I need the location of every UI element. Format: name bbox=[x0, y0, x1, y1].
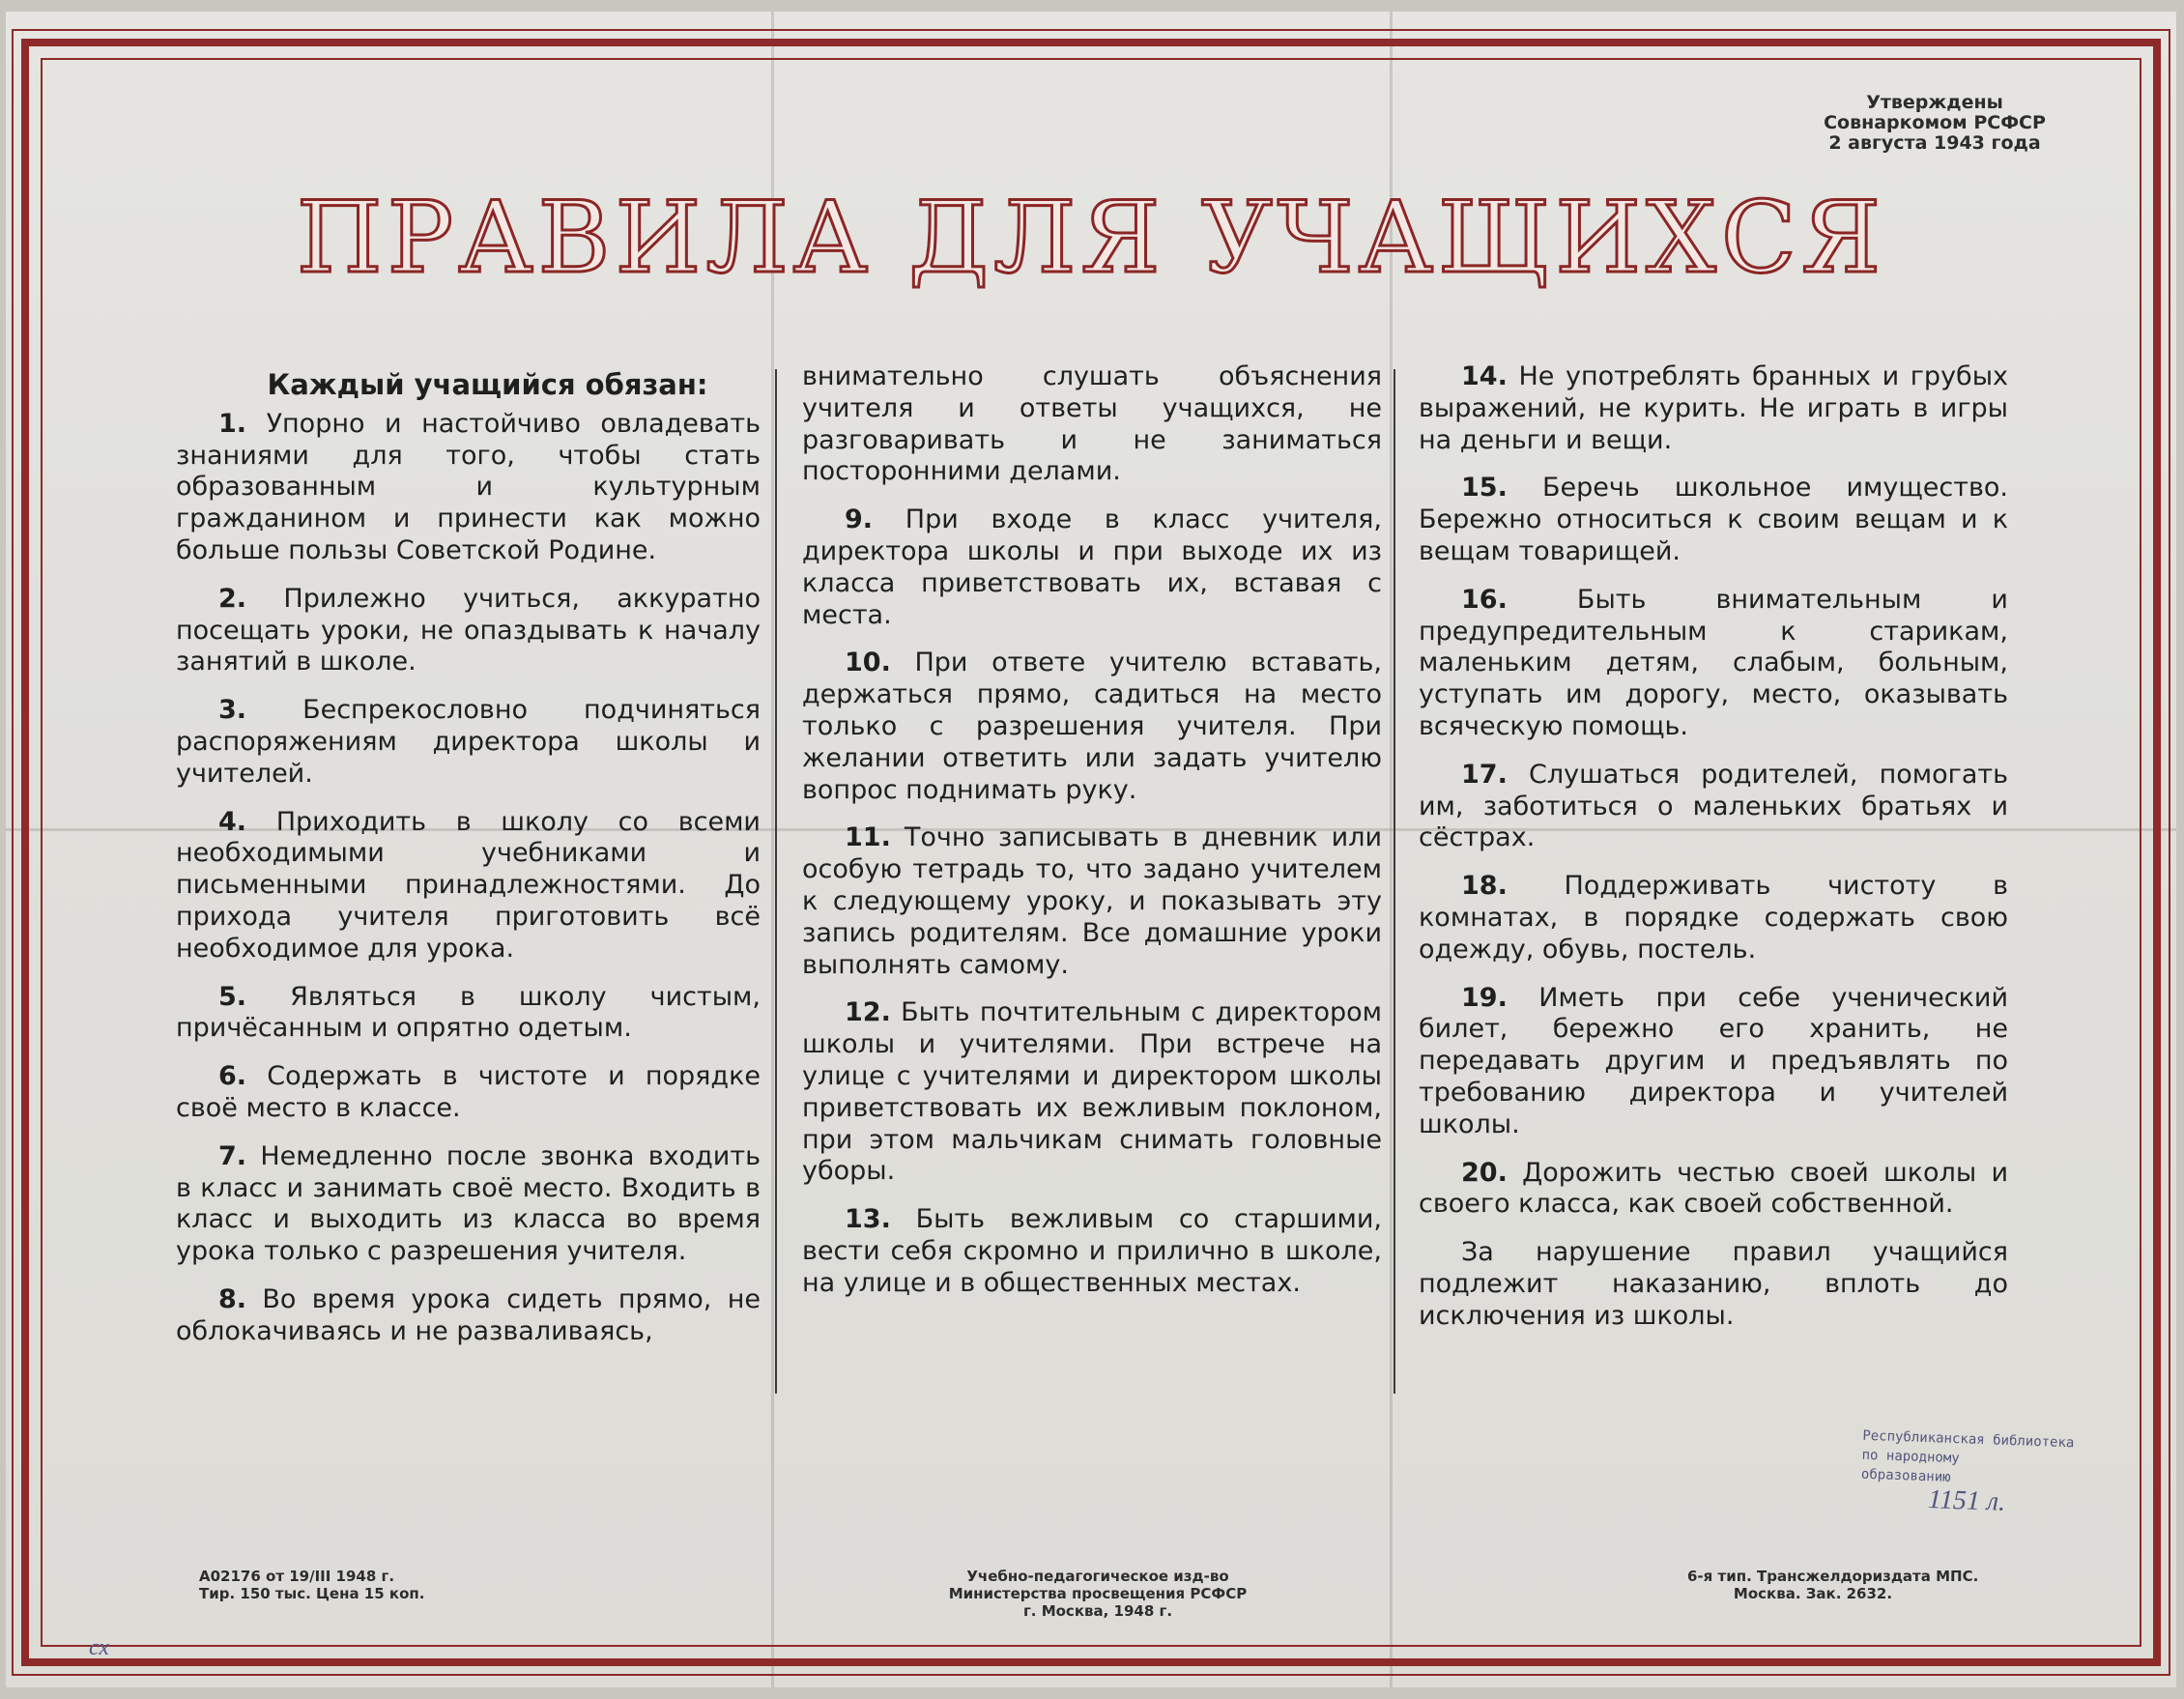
library-stamp bbox=[1859, 1426, 2104, 1524]
rule-number: 18. bbox=[1461, 871, 1508, 902]
rule-number: 15. bbox=[1461, 473, 1508, 504]
approval-note bbox=[1790, 93, 2080, 154]
rule-number: 4. bbox=[218, 806, 247, 837]
rule-number: 2. bbox=[218, 583, 247, 614]
approval-line: 2 августа 1943 года bbox=[1828, 132, 2041, 154]
rule-number: 20. bbox=[1461, 1157, 1508, 1188]
rule-number: 14. bbox=[1461, 361, 1508, 391]
rule-item bbox=[1419, 361, 2008, 456]
rule-item bbox=[1419, 1158, 2008, 1222]
footer-printer bbox=[1687, 1568, 1979, 1602]
footer-line: А02176 от 19/III 1948 г. bbox=[199, 1568, 395, 1585]
approval-line: Утверждены bbox=[1866, 92, 2003, 113]
rules-column-2 bbox=[802, 361, 1382, 1316]
footer-line: Москва. Зак. 2632. bbox=[1733, 1585, 1893, 1602]
poster-title: ПРАВИЛА ДЛЯ УЧАЩИХСЯ bbox=[296, 181, 1886, 296]
rule-number: 6. bbox=[218, 1061, 247, 1092]
footer-print-info bbox=[199, 1568, 425, 1602]
rule-item bbox=[1419, 585, 2008, 743]
rule-item bbox=[176, 1141, 761, 1268]
rule-text: Во время урока сидеть прямо, не облокачиваясь и не разваливаясь, bbox=[176, 1283, 761, 1346]
footer-line: Учебно-педагогическое изд-во bbox=[966, 1568, 1229, 1585]
footer-publisher bbox=[905, 1568, 1291, 1620]
rule-number: 9. bbox=[845, 504, 874, 535]
rules-column-3 bbox=[1419, 361, 2008, 1333]
rule-text: Точно записывать в дневник или особую тетрадь то, что задано учителем к следующему уроку, и показывать эту запись родителям. Все домашние уроки выполнять самому. bbox=[802, 822, 1382, 980]
penalty-note: За нарушение правил учащийся подлежит наказанию, вплоть до исключения из школы. bbox=[1419, 1237, 2008, 1331]
rule-item bbox=[1419, 760, 2008, 854]
rule-number: 16. bbox=[1461, 584, 1508, 615]
rule-number: 10. bbox=[845, 648, 891, 678]
rule-item bbox=[176, 409, 761, 567]
approval-line: Совнаркомом РСФСР bbox=[1824, 112, 2046, 133]
rule-item bbox=[176, 1061, 761, 1125]
rule-item bbox=[1419, 983, 2008, 1141]
footer-line: Министерства просвещения РСФСР bbox=[948, 1585, 1248, 1602]
rule-number: 1. bbox=[218, 408, 247, 439]
rule-number: 5. bbox=[218, 981, 247, 1012]
rule-number: 11. bbox=[845, 822, 891, 853]
rule-item bbox=[1419, 871, 2008, 965]
rules-heading: Каждый учащийся обязан: bbox=[267, 368, 708, 401]
stamp-line: Республиканская библиотека bbox=[1862, 1427, 2075, 1452]
rule-text: Иметь при себе ученический билет, бережно его хранить, не передавать другим и предъявлять по требованию директора и учителей школы. bbox=[1419, 982, 2008, 1139]
rule-text: Немедленно после звонка входить в класс и занимать своё место. Входить в класс и выходить из класса во время урока только с разрешения учителя. bbox=[176, 1140, 761, 1267]
rule-item bbox=[176, 695, 761, 790]
rule-item bbox=[802, 504, 1382, 631]
footer-line: 6-я тип. Трансжелдориздата МПС. bbox=[1687, 1568, 1979, 1585]
column-divider bbox=[1394, 369, 1395, 1394]
rules-column-1 bbox=[176, 361, 761, 1365]
rule-text: Приходить в школу со всеми необходимыми учебниками и письменными принадлежностями. До прихода учителя приготовить всё необходимое для урока. bbox=[176, 806, 761, 964]
rule-item bbox=[176, 982, 761, 1046]
rule-item bbox=[176, 807, 761, 965]
rule-text: Быть вежливым со старшими, вести себя скромно и прилично в школе, на улице и в общественных местах. bbox=[802, 1204, 1382, 1298]
inventory-number: 1151 л. bbox=[1927, 1484, 2006, 1517]
rule-number: 3. bbox=[218, 695, 247, 726]
rule-number: 17. bbox=[1461, 759, 1508, 790]
rule-text: Слушаться родителей, помогать им, заботиться о маленьких братьях и сёстрах. bbox=[1419, 759, 2008, 853]
rule-text: Являться в школу чистым, причёсанным и опрятно одетым. bbox=[176, 981, 761, 1044]
footer-line: Тир. 150 тыс. Цена 15 коп. bbox=[199, 1585, 425, 1602]
rule-text: Прилежно учиться, аккуратно посещать уроки, не опаздывать к началу занятий в школе. bbox=[176, 583, 761, 677]
rule-number: 12. bbox=[845, 997, 891, 1028]
rule-number: 7. bbox=[218, 1140, 247, 1171]
rule-item bbox=[802, 1204, 1382, 1299]
rule-text: Беречь школьное имущество. Бережно относиться к своим вещам и к вещам товарищей. bbox=[1419, 473, 2008, 566]
rule-number: 8. bbox=[218, 1283, 247, 1314]
rule-text: Содержать в чистоте и порядке своё место в классе. bbox=[176, 1061, 761, 1123]
rule-item bbox=[176, 584, 761, 678]
column-divider bbox=[775, 369, 777, 1394]
rule-item bbox=[176, 1284, 761, 1348]
rule-item bbox=[802, 997, 1382, 1188]
poster bbox=[6, 12, 2176, 1687]
rule-text: При входе в класс учителя, директора школы и при выходе их из класса приветствовать их, вставая с места. bbox=[802, 504, 1382, 630]
footer-line: г. Москва, 1948 г. bbox=[1022, 1602, 1173, 1620]
rule-text: Беспрекословно подчиняться распоряжениям директора школы и учителей. bbox=[176, 695, 761, 789]
stamp-line: по народному bbox=[1861, 1447, 1961, 1467]
rule-number: 19. bbox=[1461, 982, 1508, 1013]
stamp-line: образованию bbox=[1860, 1466, 1951, 1485]
rule-number: 13. bbox=[845, 1204, 891, 1235]
rule-text: При ответе учителю вставать, держаться прямо, садиться на место только с разрешения учителя. При желании ответить или задать учителю вопрос поднимать руку. bbox=[802, 648, 1382, 805]
rule-item bbox=[802, 648, 1382, 806]
rule-text: Дорожить честью своей школы и своего класса, как своей собственной. bbox=[1419, 1157, 2008, 1220]
rule-text: Быть почтительным с директором школы и учителями. При встрече на улице с учителями и директором школы приветствовать их вежливым поклоном, при этом мальчикам снимать головные уборы. bbox=[802, 997, 1382, 1187]
rule-item bbox=[1419, 473, 2008, 567]
rule-text: Упорно и настойчиво овладевать знаниями для того, чтобы стать образованным и культурным гражданином и принести как можно больше пользы Советской Родине. bbox=[176, 408, 761, 565]
rule-text: Быть внимательным и предупредительным к старикам, маленьким детям, слабым, больным, уступать им дорогу, место, оказывать всяческую помощь. bbox=[1419, 584, 2008, 741]
rule-text: Не употреблять бранных и грубых выражений, не курить. Не играть в игры на деньги и вещи. bbox=[1419, 361, 2008, 455]
rule-text: Поддерживать чистоту в комнатах, в порядке содержать свою одежду, обувь, постель. bbox=[1419, 871, 2008, 965]
handwritten-mark: сх bbox=[89, 1635, 109, 1660]
rule-item bbox=[802, 822, 1382, 981]
rule-8-continuation: внимательно слушать объяснения учителя и ответы учащихся, не разговаривать и не заниматься посторонними делами. bbox=[802, 361, 1382, 487]
